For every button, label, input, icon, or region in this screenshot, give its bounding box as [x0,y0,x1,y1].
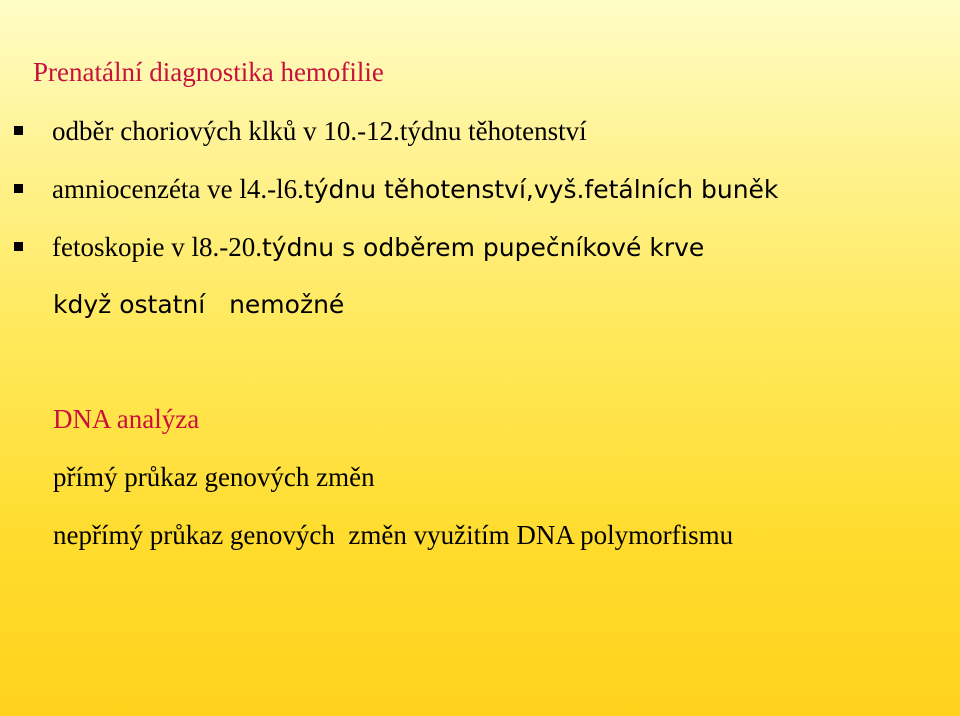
slide-title: Prenatální diagnostika hemofilie [33,57,384,87]
bullet-item-chorionic-villus [14,115,587,147]
bullet-item-amniocentesis [14,173,778,206]
dna-heading: DNA analýza [53,404,200,434]
square-bullet-icon [14,126,23,135]
square-bullet-icon [14,184,23,193]
dna-line-indirect: nepřímý průkaz genových změn využitím DNA polymorfismu [53,520,734,550]
bullet-text-part1: fetoskopie v l8.-20. [52,232,262,262]
dna-line-direct: přímý průkaz genových změn [53,462,375,492]
bullet-text-part2: týdnu s odběrem pupečníkové krve [261,233,705,262]
bullet-text-part2: týdnu těhotenství,vyš.fetálních buněk [303,175,779,204]
bullet-text: odběr choriových klků v 10.-12.týdnu těhotenství [52,116,587,146]
note-text: když ostatní nemožné [53,290,345,319]
bullet-item-fetoscopy [14,231,704,264]
square-bullet-icon [14,242,23,251]
bullet-text-part1: amniocenzéta ve l4.-l6. [52,174,304,204]
